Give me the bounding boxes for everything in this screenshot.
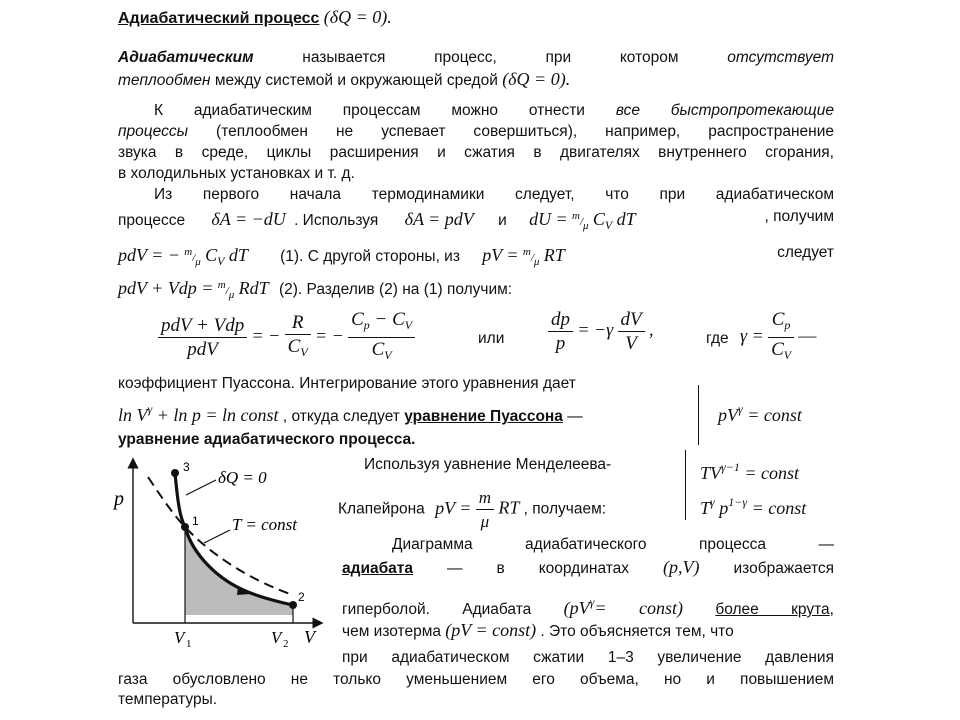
gamma-sign: γ = xyxy=(740,325,764,346)
p4-word-3: — xyxy=(567,408,583,425)
fraction-6 xyxy=(768,310,794,365)
m-sym: m xyxy=(217,279,226,291)
poisson-equation-link: уравнение Пуассона xyxy=(404,408,563,425)
p3-word-1: процессе xyxy=(118,212,186,229)
m-sym: m xyxy=(522,246,531,258)
comma-2: , xyxy=(829,601,834,618)
sub-v: V xyxy=(217,254,225,268)
pv-coords: (p,V) xyxy=(663,557,700,577)
formula-lnv: ln V xyxy=(118,405,148,425)
def-text-3: теплообмен xyxy=(118,72,211,89)
desc-coords: — в координатах xyxy=(447,560,630,577)
frac-m: m xyxy=(478,488,492,507)
v2-label: V xyxy=(271,628,282,647)
heading-condition: (δQ = 0). xyxy=(323,7,392,27)
m-sym: m xyxy=(572,210,580,222)
frac6-den: C xyxy=(771,339,784,360)
frac2-den: C xyxy=(287,336,301,357)
point-1-label: 1 xyxy=(192,514,199,528)
eq-sign-3: = −γ xyxy=(577,319,614,340)
dash: — xyxy=(798,325,817,346)
sub-p: p xyxy=(784,318,791,332)
tp-p: p xyxy=(714,498,729,518)
tv-sym: TV xyxy=(700,463,722,483)
mendeleev-line-1: Используя уавнение Менделеева- xyxy=(364,456,612,473)
fraction-1 xyxy=(158,316,247,359)
relation-tv xyxy=(700,458,799,484)
fraction-2 xyxy=(285,313,311,362)
p2-line-4: в холодильных установках и т. д. xyxy=(118,165,355,182)
mendeleev-line-2 xyxy=(338,488,606,531)
pv-gamma-b: = const) xyxy=(594,598,684,618)
tp-t: T xyxy=(700,498,711,518)
formula-rdt: RdT xyxy=(238,278,269,298)
mendeleev-word: Клапейрона xyxy=(338,500,425,518)
tp-const: = const xyxy=(747,498,807,518)
formula-cv: C xyxy=(592,209,605,229)
formula-pdv-vdp: pdV + Vdp = xyxy=(118,278,214,298)
pv-const: (pV = const) xyxy=(445,620,537,640)
frac3-den: C xyxy=(371,339,385,360)
axis-v-label: V xyxy=(304,627,315,647)
diagram-desc-1: Диаграмма адиабатического процесса — xyxy=(392,536,834,553)
sub-v: V xyxy=(384,348,392,362)
frac2-num: R xyxy=(291,312,304,333)
point-3-label: 3 xyxy=(183,460,190,474)
heading xyxy=(118,8,834,28)
frac5-den: V xyxy=(618,331,645,353)
p3-word-4: , получим xyxy=(764,208,834,225)
point-2-label: 2 xyxy=(298,590,305,604)
label-pointer-t xyxy=(204,530,230,543)
point-1 xyxy=(181,523,189,531)
tp-sup-2: 1−γ xyxy=(728,495,748,509)
word-where: где xyxy=(706,330,729,347)
p4-line-1: коэффициент Пуассона. Интегрирование этого уравнения дает xyxy=(118,375,576,392)
p3-word-7: (2). Разделив (2) на (1) получим: xyxy=(278,281,513,298)
poisson-sup: γ xyxy=(738,402,743,416)
p3-line-4: pdV + Vdp = $^m/_\mu$ RdT (2). Разделив (2) на (1) получим: xyxy=(118,278,513,301)
frac-mu: μ xyxy=(476,509,494,531)
p3-word-5: (1). С другой стороны, из xyxy=(280,248,460,265)
sub-p: p xyxy=(363,318,370,332)
formula-da-pdv: δA = pdV xyxy=(404,209,474,229)
formula-cv-2: C xyxy=(205,245,218,265)
steeper-link: более крута xyxy=(715,601,830,618)
desc-explained: . Это объясняется тем, что xyxy=(540,623,734,640)
p3-word-2: . Используя xyxy=(294,212,379,229)
formula-lnp: + ln p = ln const xyxy=(152,405,279,425)
box-divider-1 xyxy=(698,385,699,445)
adiabata-link: адиабата xyxy=(342,560,414,577)
fraction-5 xyxy=(618,310,645,353)
eq-sign-2: = − xyxy=(314,325,344,346)
tv-const: = const xyxy=(739,463,799,483)
formula-rt-2: RT xyxy=(498,497,520,518)
sup-gamma: γ xyxy=(147,402,153,416)
v1-sub: 1 xyxy=(186,638,192,650)
diagram-desc-2 xyxy=(342,558,834,578)
p2-line-3: звука в среде, циклы расширения и сжатия в двигателях внутреннего сгорания, xyxy=(118,144,834,161)
fraction-m-mu xyxy=(476,488,494,531)
p2-text-3: процессы xyxy=(118,123,188,140)
poisson-const: = const xyxy=(742,405,802,425)
mu-sym: μ xyxy=(195,256,201,268)
diagram-desc-5: при адиабатическом сжатии 1–3 увеличение давления xyxy=(342,649,834,666)
mu-sym: μ xyxy=(583,220,589,232)
sub-v: V xyxy=(404,318,413,332)
p3-word-3: и xyxy=(498,212,507,229)
formula-rt: RT xyxy=(543,245,565,265)
term-adiabatic: Адиабатическим xyxy=(118,49,254,66)
p2-line-2 xyxy=(118,122,834,141)
relation-tp xyxy=(700,493,806,519)
comma: , xyxy=(648,319,654,340)
mendeleev-result: , получаем: xyxy=(523,500,607,518)
p4-word-1: , откуда следует xyxy=(282,408,400,425)
frac4-num: dp xyxy=(551,309,570,330)
mu-sym: μ xyxy=(533,256,540,268)
point-2 xyxy=(289,601,297,609)
p3-line-1 xyxy=(118,185,834,204)
diagram-desc-3 xyxy=(342,593,834,619)
def-condition: (δQ = 0). xyxy=(502,69,571,89)
poisson-pv: pV xyxy=(718,405,738,425)
frac6-num: C xyxy=(771,309,785,330)
display-equation-2 xyxy=(548,310,653,353)
formula-du: dU = xyxy=(529,209,568,229)
def-text-4: между системой и окружающей средой xyxy=(214,72,498,89)
diagram-desc-4 xyxy=(342,621,834,641)
isotherm-label: T = const xyxy=(232,515,298,534)
p3-line-3: pdV = − $^m/_\mu$ $C_V$ dT (1). С другой стороны, из pV = $^m/_\mu$ RT следует xyxy=(118,244,834,268)
desc-hyperbola: гиперболой. Адиабата xyxy=(342,601,532,618)
fraction-4 xyxy=(548,310,573,353)
point-3 xyxy=(171,469,179,477)
p3-word-6: следует xyxy=(777,244,834,261)
diagram-desc-6: газа обусловлено не только уменьшением его объема, но и повышением xyxy=(118,671,834,688)
p2-text-4: (теплообмен не успевает совершиться), например, распространение xyxy=(216,123,834,140)
desc-depicted: изображается xyxy=(733,560,835,577)
box-divider-2 xyxy=(685,450,686,520)
tv-sup: γ−1 xyxy=(721,460,740,474)
p2-text-2: все быстропротекающие xyxy=(615,102,834,119)
p3-line-2: процессе δA = −dU . Используя δA = pdV и dU = $^m/_\mu$ $C_V$ dT , получим xyxy=(118,208,834,232)
eq-sign-1: = − xyxy=(251,325,281,346)
m-sym: m xyxy=(184,246,193,258)
fraction-3: $\frac{C_p - C_V}{C_V}$ xyxy=(348,310,415,365)
v1-label: V xyxy=(174,628,185,647)
p2-line-1 xyxy=(118,101,834,120)
p4-line-3: уравнение адиабатического процесса. xyxy=(118,431,416,448)
pv-gamma-sup: γ xyxy=(589,595,595,609)
formula-pdv-a: pdV = − xyxy=(118,245,180,265)
formula-pv-2: pV = xyxy=(435,497,472,518)
tp-sup-1: γ xyxy=(710,495,715,509)
formula-pv: pV = xyxy=(482,245,519,265)
formula-dt-2: dT xyxy=(228,245,248,265)
frac4-den: p xyxy=(548,331,573,353)
gamma-definition xyxy=(740,310,816,365)
frac1-num: pdV + Vdp xyxy=(161,315,245,336)
axis-p-label: p xyxy=(114,488,124,510)
heading-title: Адиабатический процесс xyxy=(118,10,320,27)
sub-v: V xyxy=(783,348,792,362)
formula-dt: dT xyxy=(616,209,636,229)
v2-sub: 2 xyxy=(283,638,289,650)
mu-sym: μ xyxy=(228,289,235,301)
p3-text-1: Из первого начала термодинамики следует, что при адиабатическом xyxy=(154,186,834,203)
definition-line-1 xyxy=(118,48,834,67)
sub-v: V xyxy=(300,345,308,359)
frac5-num: dV xyxy=(620,309,642,330)
poisson-equation xyxy=(718,400,802,426)
def-text-2: отсутствует xyxy=(727,49,834,66)
diagram-desc-7: температуры. xyxy=(118,691,218,708)
frac1-den: pdV xyxy=(158,337,247,359)
desc-isotherm: чем изотерма xyxy=(342,623,441,640)
dq-label: δQ = 0 xyxy=(218,468,267,487)
word-or: или xyxy=(478,330,505,347)
pv-gamma-a: (pV xyxy=(563,598,590,618)
pv-diagram xyxy=(108,455,338,655)
p2-text-1: К адиабатическим процессам можно отнести xyxy=(154,102,585,119)
sub-v: V xyxy=(604,218,613,232)
display-equation xyxy=(158,310,415,366)
label-pointer-dq xyxy=(186,480,216,495)
def-text-1: называется процесс, при котором xyxy=(302,49,679,66)
definition-line-2 xyxy=(118,70,834,90)
formula-da-du: δA = −dU xyxy=(211,209,286,229)
p4-line-2 xyxy=(118,400,678,426)
